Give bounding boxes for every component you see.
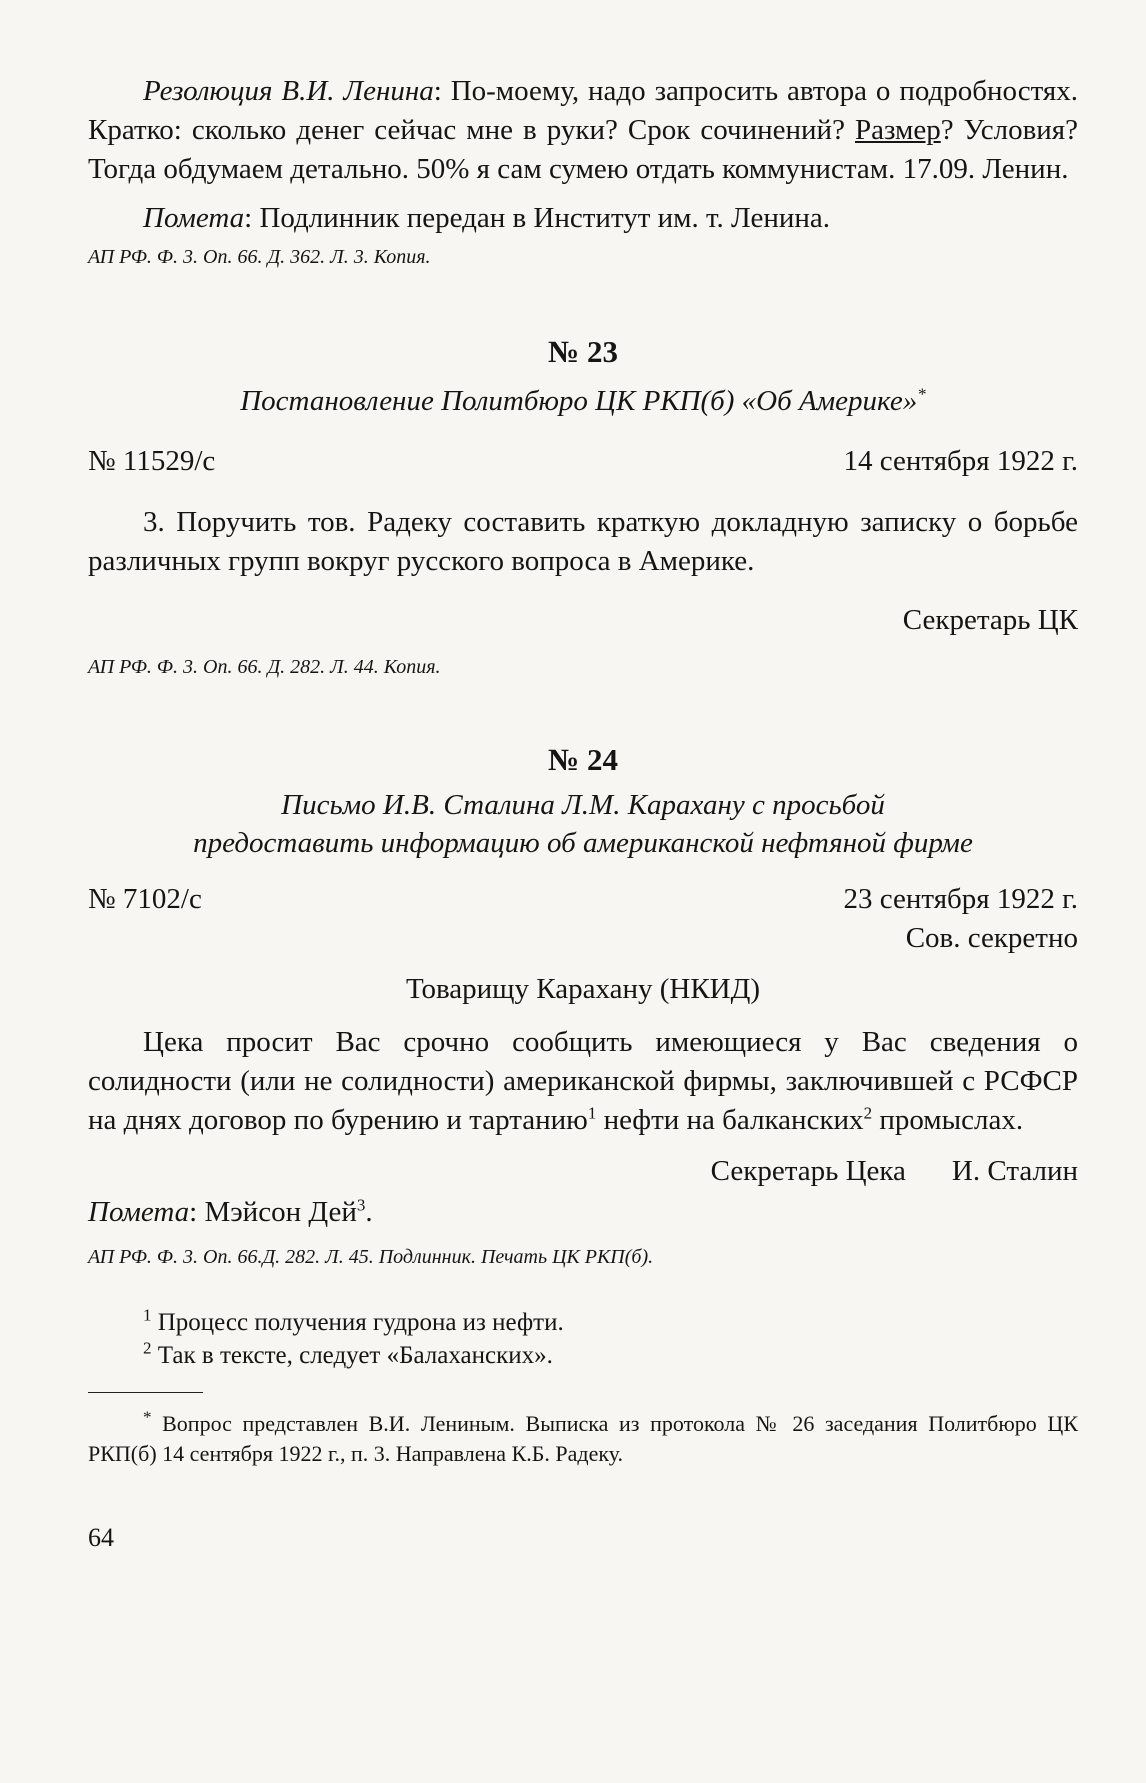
doc23-body: 3. Поручить тов. Радеку составить краткую докладную записку о борьбе различных групп вокруг русского вопроса в Америке.: [88, 506, 1078, 577]
doc24-header-row: [88, 880, 1078, 919]
doc24-title-line1: Письмо И.В. Сталина Л.М. Карахану с просьбой: [281, 789, 885, 821]
footnote-1: $^1$ Процесс получения гудрона из нефти.: [143, 1305, 564, 1336]
footnote-2: $^2$ Так в тексте, следует «Балаханских».: [143, 1338, 553, 1369]
page-number: 64: [88, 1523, 114, 1552]
footnote-ref-3: 3: [356, 1195, 366, 1215]
resolution-underlined-word: Размер: [854, 114, 941, 146]
doc23-reg-number: № 11529/с: [88, 445, 216, 477]
bottom-footnote: * Вопрос представлен В.И. Лениным. Выписка из протокола № 26 заседания Политбюро ЦК РКП(б) 14 сентября 1922 г., п. 3. Направлена К.Б. Радеку.: [88, 1407, 1078, 1466]
resolution-label: Резолюция В.И. Ленина: [143, 75, 434, 107]
doc24-body: Цека просит Вас срочно сообщить имеющиеся у Вас сведения о солидности (или не солидности) американской фирмы, заключившей с РСФСР на днях договор по бурению и тартанию$^1$ нефти на балканских$^2$ промыслах.: [88, 1026, 1078, 1136]
resolution-text-a: : По-моему, надо запросить автора о подробностях. Кратко: сколько денег сейчас мне в руки? Срок сочинений?: [88, 75, 1079, 146]
footnote-ref-2: 2: [863, 1103, 873, 1123]
doc23-title: Постановление Политбюро ЦК РКП(б) «Об Америке»*: [240, 384, 926, 417]
doc24-note-label: Помета: [88, 1196, 190, 1228]
doc24-note: Помета: Мэйсон Дей$^3$.: [88, 1195, 373, 1228]
doc23-date: 14 сентября 1922 г.: [843, 445, 1078, 477]
doc24-title-line2: предоставить информацию об американской нефтяной фирме: [193, 827, 973, 859]
asterisk-mark: *: [917, 384, 926, 404]
doc24-signature-title: Секретарь Цека: [710, 1155, 906, 1187]
doc24-archive: АП РФ. Ф. 3. Оп. 66.Д. 282. Л. 45. Подлинник. Печать ЦК РКП(б).: [88, 1246, 654, 1268]
note-label: Помета: [143, 202, 245, 234]
doc23-number: № 23: [548, 334, 618, 369]
footnote-ref-1: 1: [587, 1103, 597, 1123]
doc23-header-row: [88, 442, 1078, 481]
doc24-signature-name: И. Сталин: [951, 1155, 1078, 1187]
doc24-date: 23 сентября 1922 г.: [843, 883, 1078, 915]
footnote-divider: [88, 1392, 203, 1393]
document-page: [88, 72, 1078, 1553]
doc23-signature: Секретарь ЦК: [902, 604, 1078, 636]
doc24-secrecy: Сов. секретно: [905, 922, 1078, 954]
doc24-signature-row: [88, 1152, 1078, 1191]
doc24-number: № 24: [548, 742, 618, 777]
resolution-text-b: ? Условия? Тогда обдумаем детально. 50% я сам сумею отдать коммунистам. 17.09. Ленин.: [88, 114, 1078, 185]
doc24-reg-number: № 7102/с: [88, 883, 202, 915]
resolution-note: [88, 199, 1078, 238]
archive-reference: АП РФ. Ф. 3. Оп. 66. Д. 362. Л. 3. Копия.: [88, 246, 431, 268]
doc23-archive: АП РФ. Ф. 3. Оп. 66. Д. 282. Л. 44. Копия.: [88, 656, 441, 678]
lenin-resolution: [88, 72, 1078, 189]
note-text: : Подлинник передан в Институт им. т. Ленина.: [244, 202, 831, 234]
doc24-addressee: Товарищу Карахану (НКИД): [405, 973, 761, 1005]
